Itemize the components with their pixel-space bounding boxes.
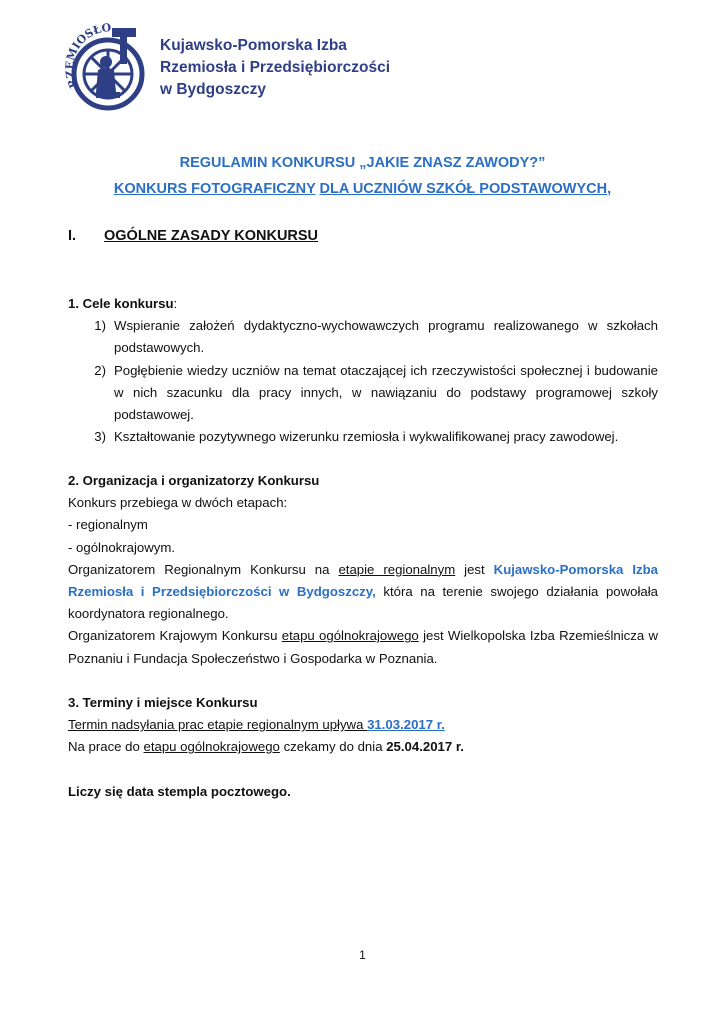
- letterhead: [62, 18, 390, 118]
- organization-heading: 2. Organizacja i organizatorzy Konkursu: [68, 473, 320, 488]
- page-number: 1: [359, 948, 366, 962]
- subtitle: [0, 176, 725, 202]
- national-organizer-paragraph: [68, 625, 658, 669]
- section-title: OGÓLNE ZASADY KONKURSU: [104, 228, 319, 244]
- list-item: [68, 315, 658, 359]
- subtitle-part-1: KONKURS FOTOGRAFICZNY: [113, 181, 316, 197]
- national-stage-underlined: etapu ogólnokrajowego: [281, 628, 419, 644]
- regional-deadline-date: 31.03.2017 r.: [367, 717, 445, 733]
- organization-section: [68, 470, 658, 670]
- list-item-text: Kształtowanie pozytywnego wizerunku rzemiosła i wykwalifikowanej pracy zawodowej.: [114, 429, 619, 445]
- regional-deadline: [68, 714, 658, 736]
- organization-intro: Konkurs przebiega w dwóch etapach:: [68, 495, 288, 511]
- section-heading: [68, 228, 658, 244]
- stage-regional: - regionalnym: [68, 517, 148, 533]
- list-item-number: 2): [94, 362, 106, 378]
- national-text-a: Organizatorem Krajowym Konkursu: [68, 628, 282, 644]
- section-number: I.: [68, 228, 77, 244]
- terms-heading: 3. Terminy i miejsce Konkursu: [68, 695, 258, 710]
- list-item-text: Wspieranie założeń dydaktyczno-wychowawczych programu realizowanego w szkołach podstawowych.: [114, 318, 658, 356]
- regional-organizer-name: Kujawsko-Pomorska Izba Rzemiosła i Przedsiębiorczości w Bydgoszczy,: [68, 561, 659, 600]
- regional-organizer-paragraph: [68, 559, 658, 626]
- national-text-b: jest Wielkopolska Izba Rzemieślnicza w Poznaniu i Fundacja Społeczeństwo i Gospodarka w Poznania.: [68, 628, 658, 666]
- national-deadline-underlined: etapu ogólnokrajowego: [143, 739, 280, 755]
- regional-text-c: która na terenie swojego działania powołała koordynatora regionalnego.: [68, 584, 659, 622]
- list-item-text: Pogłębienie wiedzy uczniów na temat otaczającej ich rzeczywistości społecznej i budowanie w nich szacunku dla pracy innych, w nawiązaniu do podstawy programowej szkoły podstawowej.: [114, 362, 658, 423]
- goals-list: [68, 315, 658, 448]
- postmark-note: Liczy się data stempla pocztowego.: [68, 783, 291, 799]
- stage-national: - ogólnokrajowym.: [68, 539, 176, 555]
- national-deadline: [68, 736, 658, 758]
- org-name-line-3: w Bydgoszczy: [160, 81, 266, 98]
- org-name-line-1: Kujawsko-Pomorska Izba: [160, 37, 347, 54]
- national-deadline-text-b: czekamy do dnia: [279, 739, 387, 755]
- list-item: [68, 426, 658, 448]
- regional-text-b: jest: [455, 561, 494, 577]
- goals-heading-line: [68, 293, 658, 315]
- terms-section: [68, 692, 658, 803]
- organization-name: [160, 35, 390, 101]
- goals-heading-colon: :: [173, 296, 178, 311]
- logo-arc-text: [62, 20, 154, 116]
- regional-stage-underlined: etapie regionalnym: [338, 561, 456, 577]
- subtitle-part-2: DLA UCZNIÓW SZKÓŁ PODSTAWOWYCH,: [319, 181, 612, 197]
- list-item: [68, 360, 658, 427]
- svg-text:RZEMIOSŁO: [63, 21, 112, 90]
- org-name-line-2: Rzemiosła i Przedsiębiorczości: [160, 59, 391, 76]
- goals-heading: 1. Cele konkursu: [68, 296, 174, 311]
- goals-section: [68, 293, 658, 448]
- regional-deadline-text: Termin nadsyłania prac etapie regionalnym upływa: [68, 717, 368, 733]
- list-item-number: 3): [94, 429, 106, 445]
- national-deadline-text-a: Na prace do: [68, 739, 144, 755]
- logo-text: RZEMIOSŁO: [63, 21, 112, 90]
- chamber-logo: [62, 20, 154, 116]
- document-titles: [0, 150, 725, 202]
- regional-text-a: Organizatorem Regionalnym Konkursu na: [68, 561, 339, 577]
- national-deadline-date: 25.04.2017 r.: [386, 739, 464, 755]
- main-title: REGULAMIN KONKURSU „JAKIE ZNASZ ZAWODY?”: [179, 155, 546, 171]
- list-item-number: 1): [94, 318, 106, 334]
